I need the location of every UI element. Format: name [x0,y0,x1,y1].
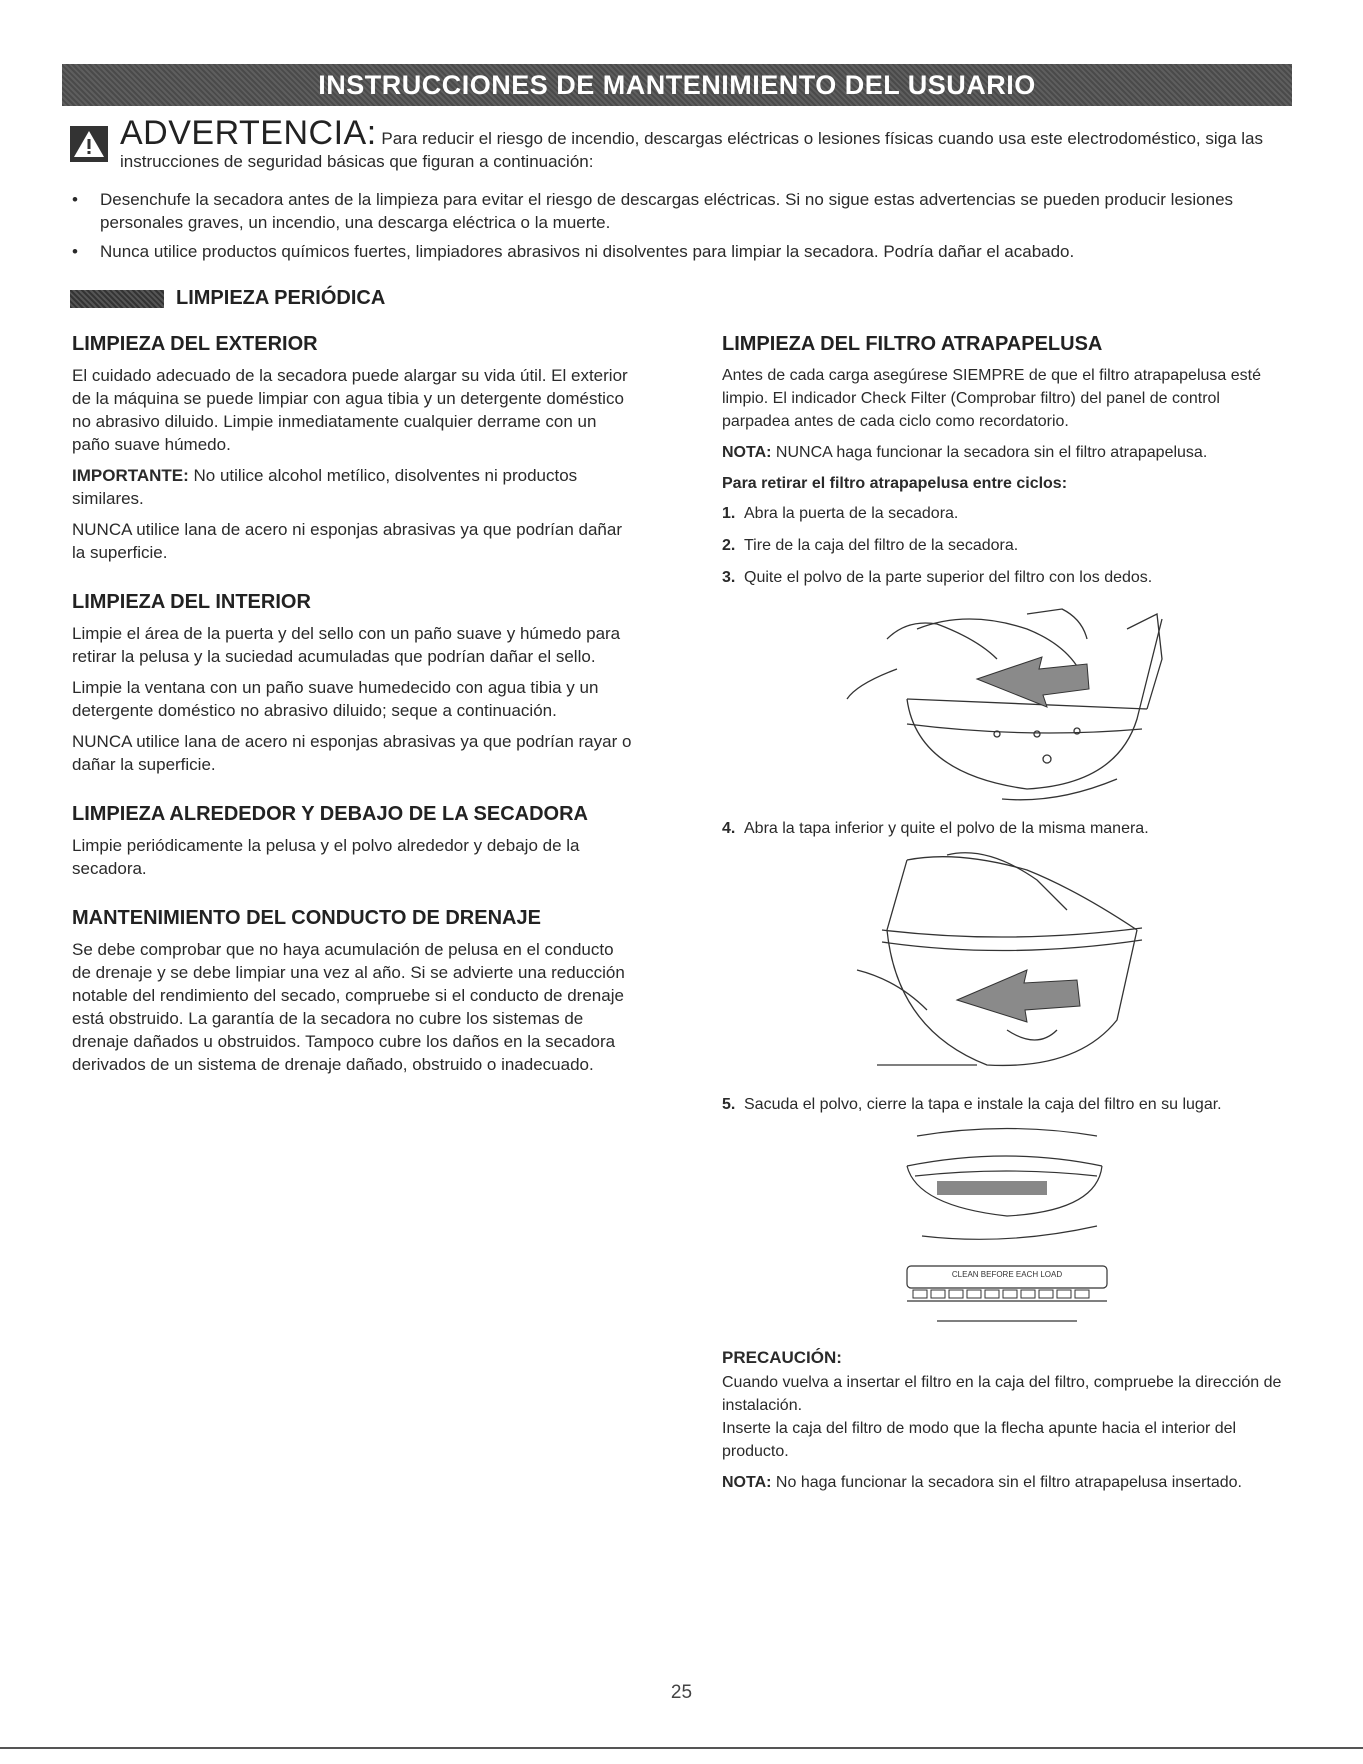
bottom-rule [0,1747,1363,1749]
step-number: 2. [722,537,736,554]
caution-p1: Cuando vuelva a insertar el filtro en la caja del filtro, compruebe la dirección de instalación. [722,1374,1282,1414]
nota-label: NOTA: [722,1474,772,1491]
warning-triangle-icon [70,126,108,162]
warning-text [120,114,1300,173]
steps-list-b [722,818,1292,840]
filter-installed-illustration [897,1126,1117,1326]
filter-bottom-cleaning-illustration [837,850,1177,1080]
warning-title: ADVERTENCIA: [120,114,377,152]
interior-p2: Limpie la ventana con un paño suave humedecido con agua tibia y un detergente doméstico no abrasivo diluido; seque a continuación. [72,678,599,720]
filter-nota [722,441,1292,464]
step-number: 3. [722,569,736,586]
warning-block [70,114,1300,173]
filter-nota-text: NUNCA haga funcionar la secadora sin el filtro atrapapelusa. [771,444,1208,461]
exterior-p1: El cuidado adecuado de la secadora puede alargar su vida útil. El exterior de la máquina se puede limpiar con agua tibia y un detergente doméstico no abrasivo diluido. Limpie inmediatamente cualquier derrame con un paño suave húmedo. [72,366,628,454]
step-number: 4. [722,820,736,837]
bullet-item: • Desenchufe la secadora antes de la limpieza para evitar el riesgo de descargas eléctricas. Si no sigue estas advertencias se pueden producir lesiones personales graves, un incendio, una descarga eléctrica o la muerte. [62,188,1302,234]
around-p1: Limpie periódicamente la pelusa y el polvo alrededor y debajo de la secadora. [72,836,580,878]
filter-subheading: Para retirar el filtro atrapapelusa entre ciclos: [722,475,1068,492]
section-bar-decoration [70,290,164,308]
interior-p3: NUNCA utilice lana de acero ni esponjas abrasivas ya que podrían rayar o dañar la superficie. [72,732,632,774]
drain-p1: Se debe comprobar que no haya acumulación de pelusa en el conducto de drenaje y se debe limpiar una vez al año. Si se advierte una reducción notable del rendimiento del secado, compruebe si el conducto de drenaje está obstruido. La garantía de la secadora no cubre los sistemas de drenaje dañados u obstruidos. Tampoco cubre los daños en la secadora derivados de un sistema de drenaje dañado, obstruido o inadecuado. [72,940,625,1074]
exterior-p3: NUNCA utilice lana de acero ni esponjas abrasivas ya que podrían dañar la superficie. [72,520,622,562]
bullet-item: • Nunca utilice productos químicos fuertes, limpiadores abrasivos ni disolventes para limpiar la secadora. Podría dañar el acabado. [62,240,1302,263]
step-text: Quite el polvo de la parte superior del filtro con los dedos. [744,569,1153,586]
step-item [722,503,1292,525]
page-banner [62,64,1292,106]
step-text: Abra la puerta de la secadora. [744,505,959,522]
steps-list-a [722,503,1292,589]
step-text: Abra la tapa inferior y quite el polvo de la misma manera. [744,820,1149,837]
page-number: 25 [670,1682,693,1703]
drain-heading: MANTENIMIENTO DEL CONDUCTO DE DRENAJE [72,907,541,929]
caution-nota [722,1471,1292,1494]
step-text: Tire de la caja del filtro de la secadora. [744,537,1019,554]
step-item [722,1094,1292,1116]
caution-heading: PRECAUCIÓN: [722,1348,842,1367]
section-title: LIMPIEZA PERIÓDICA [176,287,386,309]
interior-heading: LIMPIEZA DEL INTERIOR [72,591,311,613]
warning-bullets [62,188,1302,269]
filter-label-text: CLEAN BEFORE EACH LOAD [951,1270,1063,1279]
important-label: IMPORTANTE: [72,466,189,485]
step-item [722,535,1292,557]
nota-label: NOTA: [722,444,772,461]
steps-list-c [722,1094,1292,1116]
caution-p2: Inserte la caja del filtro de modo que la flecha apunte hacia el interior del producto. [722,1420,1237,1460]
step-item [722,818,1292,840]
exterior-p2-text: No utilice alcohol metílico, disolventes ni productos similares. [72,466,578,508]
caution-nota-text: No haga funcionar la secadora sin el filtro atrapapelusa insertado. [771,1474,1242,1491]
step-text: Sacuda el polvo, cierre la tapa e instale la caja del filtro en su lugar. [744,1096,1222,1113]
warning-body: Para reducir el riesgo de incendio, descargas eléctricas o lesiones físicas cuando usa este electrodoméstico, siga las instrucciones de seguridad básicas que figuran a continuación: [120,129,1264,171]
right-column [722,332,1292,1502]
step-item [722,567,1292,589]
filter-p1: Antes de cada carga asegúrese SIEMPRE de que el filtro atrapapelusa esté limpio. El indicador Check Filter (Comprobar filtro) del panel de control parpadea antes de cada ciclo como recordatorio. [722,367,1261,430]
interior-p1: Limpie el área de la puerta y del sello con un paño suave y húmedo para retirar la pelusa y la suciedad acumuladas que podrían dañar el sello. [72,624,621,666]
step-number: 5. [722,1096,736,1113]
filter-top-cleaning-illustration [827,599,1187,804]
banner-title: INSTRUCCIONES DE MANTENIMIENTO DEL USUARIO [318,69,1036,100]
section-header [70,287,385,310]
around-heading: LIMPIEZA ALREDEDOR Y DEBAJO DE LA SECADORA [72,803,588,825]
step-number: 1. [722,505,736,522]
filter-heading: LIMPIEZA DEL FILTRO ATRAPAPELUSA [722,333,1103,355]
left-column [72,332,632,1084]
exterior-p2 [72,464,632,510]
exterior-heading: LIMPIEZA DEL EXTERIOR [72,333,318,355]
